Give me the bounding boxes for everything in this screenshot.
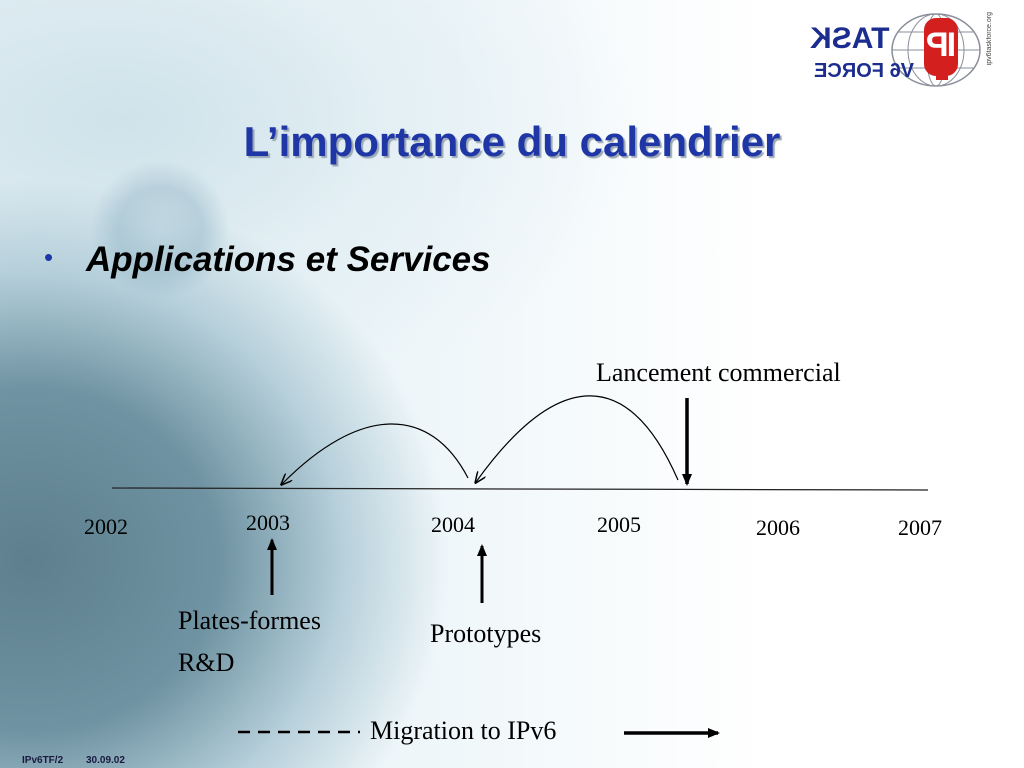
rd-label-line2: R&D bbox=[178, 648, 235, 677]
year-2004: 2004 bbox=[431, 512, 475, 537]
year-2005: 2005 bbox=[597, 512, 641, 537]
rd-label-line1: Plates-formes bbox=[178, 606, 321, 635]
year-2003: 2003 bbox=[246, 510, 290, 535]
footer-date: 30.09.02 bbox=[86, 755, 125, 766]
footer-code: IPv6TF/2 bbox=[22, 755, 64, 766]
prototypes-label: Prototypes bbox=[430, 619, 542, 648]
arc-arrow-2004-to-2003 bbox=[282, 424, 468, 484]
migration-label: Migration to IPv6 bbox=[370, 716, 557, 745]
logo-ip-text: IP bbox=[928, 26, 957, 64]
bullet-icon: • bbox=[44, 242, 54, 272]
logo-force-text: V6 FORCE bbox=[814, 60, 915, 82]
launch-label: Lancement commercial bbox=[596, 358, 841, 387]
logo-task-text: TASK bbox=[810, 22, 890, 55]
bullet-text: Applications et Services bbox=[86, 240, 491, 279]
logo-side-text: ipv6taskforce.org bbox=[986, 12, 993, 66]
year-2002: 2002 bbox=[84, 514, 128, 539]
arc-arrow-2005-to-2004 bbox=[476, 396, 678, 482]
timeline-axis bbox=[112, 488, 928, 490]
year-2007: 2007 bbox=[898, 515, 942, 540]
year-2006: 2006 bbox=[756, 515, 800, 540]
slide-title: L’importance du calendrier bbox=[243, 118, 781, 165]
